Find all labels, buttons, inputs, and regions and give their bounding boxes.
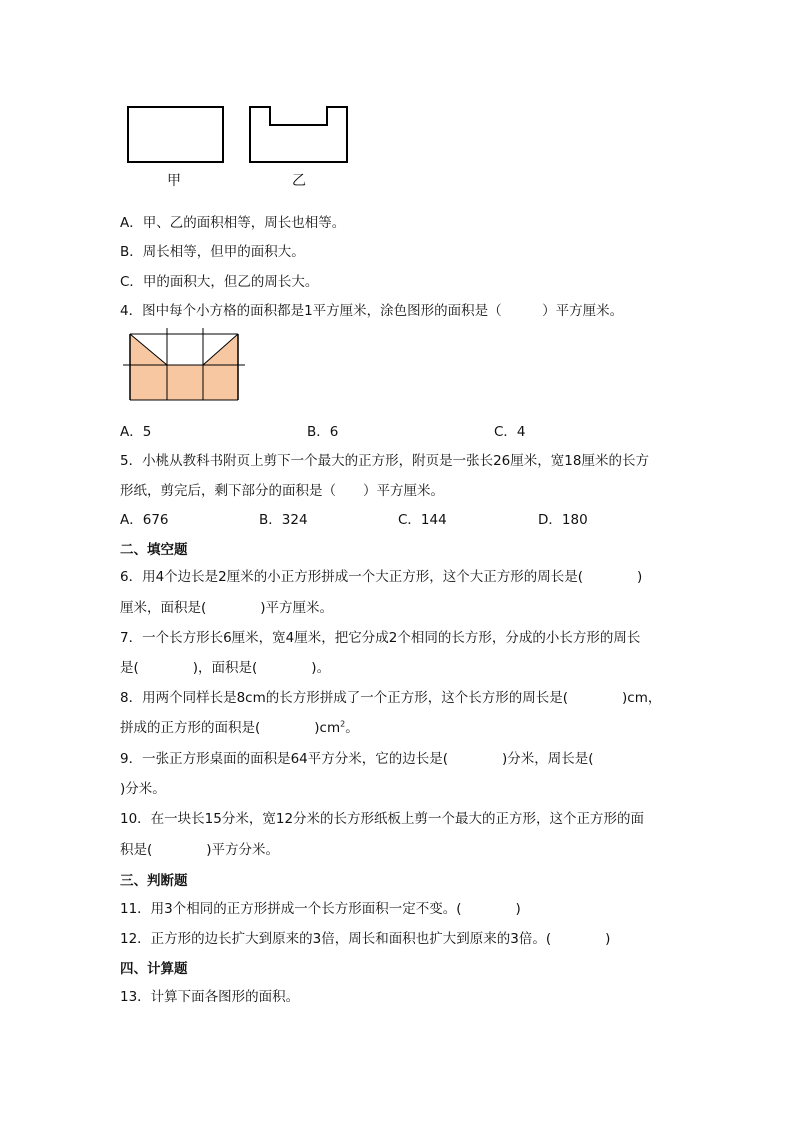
figure-jia-yi — [120, 100, 360, 170]
q5-question-line2: 形纸，剪完后，剩下部分的面积是（ ）平方厘米。 — [120, 483, 444, 499]
q5-option-a: A．676 — [120, 512, 169, 528]
q3-option-a: A．甲、乙的面积相等，周长也相等。 — [120, 215, 346, 231]
q5-option-b: B．324 — [259, 512, 308, 528]
q8-line2 — [120, 719, 359, 737]
q6-line1: 6．用4个边长是2厘米的小正方形拼成一个大正方形，这个大正方形的周长是( ) — [120, 569, 643, 585]
grid-figure — [120, 328, 250, 408]
label-jia: 甲 — [167, 173, 181, 189]
q9-line2: )分米。 — [120, 781, 166, 797]
q8-line2-end: 。 — [345, 720, 359, 736]
section-calculation-title: 四、计算题 — [120, 961, 188, 977]
notched-shape-yi — [250, 107, 347, 162]
q4-option-b: B．6 — [307, 424, 339, 440]
q4-question: 4．图中每个小方格的面积都是1平方厘米，涂色图形的面积是（ ）平方厘米。 — [120, 303, 624, 319]
label-yi: 乙 — [292, 173, 306, 189]
shaded-shape — [130, 334, 238, 400]
q3-option-c: C．甲的面积大，但乙的周长大。 — [120, 274, 319, 290]
q5-option-d: D．180 — [538, 512, 588, 528]
q10-line2: 积是( )平方分米。 — [120, 842, 280, 858]
q4-option-a: A．5 — [120, 424, 152, 440]
rectangle-jia — [128, 107, 223, 162]
q3-option-b: B．周长相等，但甲的面积大。 — [120, 244, 305, 260]
q10-line1: 10．在一块长15分米，宽12分米的长方形纸板上剪一个最大的正方形，这个正方形的面 — [120, 811, 645, 827]
q5-question-line1: 5．小桃从教科书附页上剪下一个最大的正方形，附页是一张长26厘米，宽18厘米的长方 — [120, 453, 649, 469]
q5-option-c: C．144 — [398, 512, 447, 528]
q8-superscript: 2 — [340, 719, 346, 729]
q7-line1: 7．一个长方形长6厘米，宽4厘米，把它分成2个相同的长方形，分成的小长方形的周长 — [120, 630, 641, 646]
q12-question: 12．正方形的边长扩大到原来的3倍，周长和面积也扩大到原来的3倍。( ) — [120, 931, 611, 947]
section-judgment-title: 三、判断题 — [120, 873, 188, 889]
q6-line2: 厘米，面积是( )平方厘米。 — [120, 600, 334, 616]
q11-question: 11．用3个相同的正方形拼成一个长方形面积一定不变。( ) — [120, 901, 521, 917]
q4-option-c: C．4 — [494, 424, 526, 440]
q9-line1: 9．一张正方形桌面的面积是64平方分米，它的边长是( )分米，周长是( — [120, 751, 594, 767]
section-fill-in-title: 二、填空题 — [120, 542, 188, 558]
q13-question: 13．计算下面各图形的面积。 — [120, 989, 300, 1005]
q8-line1: 8．用两个同样长是8cm的长方形拼成了一个正方形，这个长方形的周长是( )cm， — [120, 690, 662, 706]
q8-line2-text: 拼成的正方形的面积是( )cm — [120, 720, 341, 736]
q7-line2: 是( )，面积是( )。 — [120, 660, 331, 676]
